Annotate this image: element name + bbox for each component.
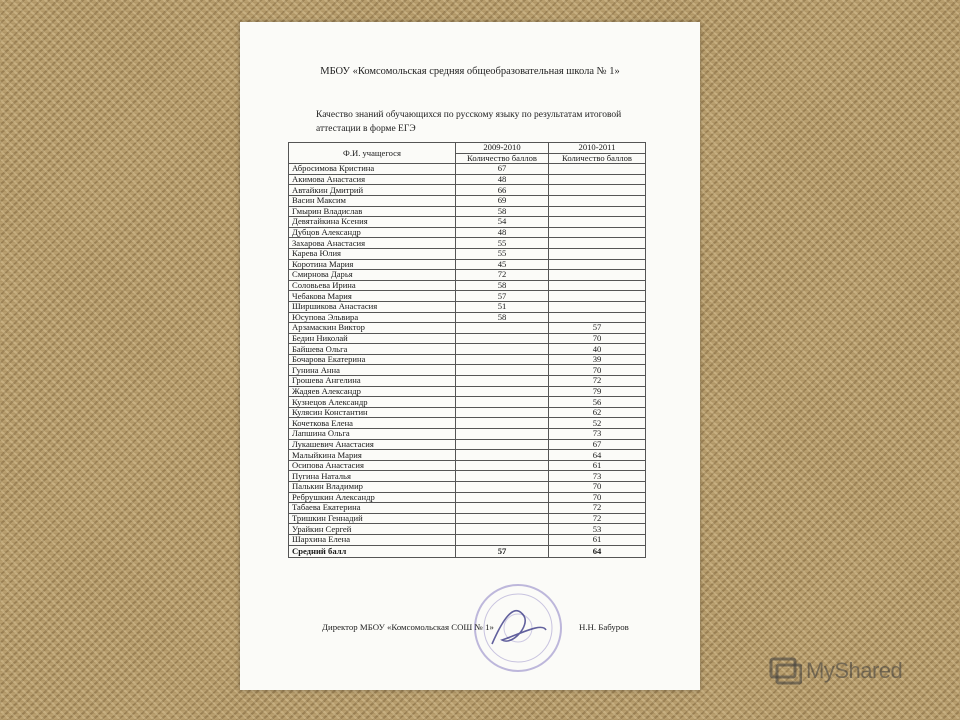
score-2009: [456, 513, 549, 524]
score-2009: 55: [456, 238, 549, 249]
average-2010: 64: [549, 545, 646, 557]
school-title: МБОУ «Комсомольская средняя общеобразовательная школа № 1»: [320, 66, 620, 77]
score-2009: 45: [456, 259, 549, 270]
director-signature-line: Директор МБОУ «Комсомольская СОШ № 1»: [322, 622, 494, 632]
student-row: [289, 513, 646, 524]
student-row: [289, 386, 646, 397]
score-2010: 73: [549, 429, 646, 440]
student-row: [289, 248, 646, 259]
score-2009: [456, 333, 549, 344]
student-name: Лапшина Ольга: [289, 429, 456, 440]
student-name: Кочеткова Елена: [289, 418, 456, 429]
student-name: Палькин Владимир: [289, 482, 456, 493]
score-2010: 62: [549, 407, 646, 418]
score-2009: [456, 418, 549, 429]
score-2009: 55: [456, 248, 549, 259]
student-name: Шархина Елена: [289, 534, 456, 545]
score-2010: [549, 217, 646, 228]
score-2010: 52: [549, 418, 646, 429]
score-2010: 61: [549, 534, 646, 545]
score-2010: 72: [549, 513, 646, 524]
score-2010: [549, 312, 646, 323]
student-row: [289, 524, 646, 535]
student-name: Бедин Николай: [289, 333, 456, 344]
score-2010: 57: [549, 323, 646, 334]
score-2010: [549, 270, 646, 281]
student-row: [289, 301, 646, 312]
score-2010: [549, 206, 646, 217]
score-2010: 64: [549, 450, 646, 461]
score-2010: 70: [549, 333, 646, 344]
score-2009: [456, 429, 549, 440]
score-2010: [549, 164, 646, 175]
subheader-points-1: Количество баллов: [456, 153, 549, 164]
student-name: Соловьева Ирина: [289, 280, 456, 291]
score-2009: 72: [456, 270, 549, 281]
student-row: [289, 174, 646, 185]
score-2009: [456, 344, 549, 355]
student-row: [289, 164, 646, 175]
student-name: Тришкин Геннадий: [289, 513, 456, 524]
header-student-name: Ф.И. учащегося: [289, 143, 456, 164]
student-row: [289, 312, 646, 323]
score-2009: 58: [456, 206, 549, 217]
student-row: [289, 333, 646, 344]
student-name: Жадяев Александр: [289, 386, 456, 397]
score-2010: [549, 195, 646, 206]
score-2009: [456, 450, 549, 461]
score-2009: [456, 471, 549, 482]
score-2009: [456, 439, 549, 450]
score-2009: 48: [456, 227, 549, 238]
score-2009: 58: [456, 280, 549, 291]
document-subtitle: [316, 108, 656, 136]
student-row: [289, 450, 646, 461]
student-name: Малыйкина Мария: [289, 450, 456, 461]
student-row: [289, 206, 646, 217]
student-name: Ребрушкин Александр: [289, 492, 456, 503]
score-2010: 73: [549, 471, 646, 482]
score-2010: 61: [549, 460, 646, 471]
score-2009: [456, 492, 549, 503]
score-2010: [549, 248, 646, 259]
student-row: [289, 407, 646, 418]
presentation-icon: [768, 656, 802, 686]
student-name: Байшева Ольга: [289, 344, 456, 355]
score-2009: [456, 365, 549, 376]
score-2009: [456, 460, 549, 471]
student-name: Грошева Ангелина: [289, 376, 456, 387]
student-name: Урайкин Сергей: [289, 524, 456, 535]
score-2009: [456, 407, 549, 418]
score-2009: 67: [456, 164, 549, 175]
score-2010: 72: [549, 503, 646, 514]
student-name: Осипова Анастасия: [289, 460, 456, 471]
student-row: [289, 460, 646, 471]
student-name: Ширшикова Анастасия: [289, 301, 456, 312]
score-2009: [456, 503, 549, 514]
score-2010: 70: [549, 482, 646, 493]
score-2009: [456, 524, 549, 535]
student-row: [289, 185, 646, 196]
student-name: Захарова Анастасия: [289, 238, 456, 249]
student-row: [289, 323, 646, 334]
student-row: [289, 344, 646, 355]
student-name: Бочарова Екатерина: [289, 354, 456, 365]
student-row: [289, 429, 646, 440]
score-2010: [549, 185, 646, 196]
score-2010: [549, 259, 646, 270]
student-name: Абросимова Кристина: [289, 164, 456, 175]
score-2009: [456, 386, 549, 397]
score-2010: [549, 174, 646, 185]
average-2009: 57: [456, 545, 549, 557]
score-2009: [456, 354, 549, 365]
score-2010: 53: [549, 524, 646, 535]
student-row: [289, 492, 646, 503]
score-2010: [549, 280, 646, 291]
student-name: Гунина Анна: [289, 365, 456, 376]
student-name: Автайкин Дмитрий: [289, 185, 456, 196]
score-2009: 58: [456, 312, 549, 323]
subtitle-line-1: Качество знаний обучающихся по русскому языку по результатам итоговой: [316, 110, 622, 120]
student-name: Арзамаскин Виктор: [289, 323, 456, 334]
student-name: Табаева Екатерина: [289, 503, 456, 514]
score-2009: 69: [456, 195, 549, 206]
subtitle-line-2: аттестации в форме ЕГЭ: [316, 124, 416, 134]
student-row: [289, 376, 646, 387]
score-2010: [549, 238, 646, 249]
score-2010: 72: [549, 376, 646, 387]
student-name: Коротина Мария: [289, 259, 456, 270]
score-2009: 54: [456, 217, 549, 228]
student-name: Кузнецов Александр: [289, 397, 456, 408]
score-2009: 48: [456, 174, 549, 185]
student-row: [289, 280, 646, 291]
student-row: [289, 365, 646, 376]
score-2010: [549, 291, 646, 302]
myshared-watermark: [768, 656, 902, 686]
header-year-2009: 2009-2010: [456, 143, 549, 154]
score-2009: [456, 376, 549, 387]
score-2010: 70: [549, 492, 646, 503]
score-2009: [456, 397, 549, 408]
score-2010: 40: [549, 344, 646, 355]
director-name: Н.Н. Бабуров: [579, 622, 629, 632]
student-row: [289, 418, 646, 429]
student-name: Акимова Анастасия: [289, 174, 456, 185]
student-row: [289, 482, 646, 493]
score-2009: [456, 323, 549, 334]
student-name: Юсупова Эльвира: [289, 312, 456, 323]
student-row: [289, 534, 646, 545]
student-name: Лукашевич Анастасия: [289, 439, 456, 450]
score-2009: 57: [456, 291, 549, 302]
student-name: Кулясин Константин: [289, 407, 456, 418]
student-row: [289, 291, 646, 302]
scanned-document: [240, 22, 700, 690]
student-name: Карева Юлия: [289, 248, 456, 259]
score-2010: 70: [549, 365, 646, 376]
student-row: [289, 397, 646, 408]
student-name: Чебакова Мария: [289, 291, 456, 302]
student-name: Смирнова Дарья: [289, 270, 456, 281]
grades-table: [288, 142, 646, 558]
score-2009: [456, 534, 549, 545]
score-2010: [549, 301, 646, 312]
score-2010: 56: [549, 397, 646, 408]
student-row: [289, 259, 646, 270]
watermark-text: MyShared: [806, 658, 903, 683]
student-row: [289, 217, 646, 228]
header-year-2010: 2010-2011: [549, 143, 646, 154]
signature-mark: [492, 611, 546, 644]
score-2010: [549, 227, 646, 238]
student-name: Дубцов Александр: [289, 227, 456, 238]
score-2010: 39: [549, 354, 646, 365]
student-row: [289, 227, 646, 238]
student-name: Гмырин Владислав: [289, 206, 456, 217]
student-name: Пугина Наталья: [289, 471, 456, 482]
student-row: [289, 439, 646, 450]
student-row: [289, 195, 646, 206]
average-label: Средний балл: [289, 545, 456, 557]
student-row: [289, 270, 646, 281]
score-2009: [456, 482, 549, 493]
score-2010: 67: [549, 439, 646, 450]
student-row: [289, 354, 646, 365]
student-row: [289, 471, 646, 482]
subheader-points-2: Количество баллов: [549, 153, 646, 164]
score-2009: 66: [456, 185, 549, 196]
score-2010: 79: [549, 386, 646, 397]
student-name: Васин Максим: [289, 195, 456, 206]
score-2009: 51: [456, 301, 549, 312]
student-row: [289, 238, 646, 249]
student-row: [289, 503, 646, 514]
student-name: Девятайкина Ксения: [289, 217, 456, 228]
